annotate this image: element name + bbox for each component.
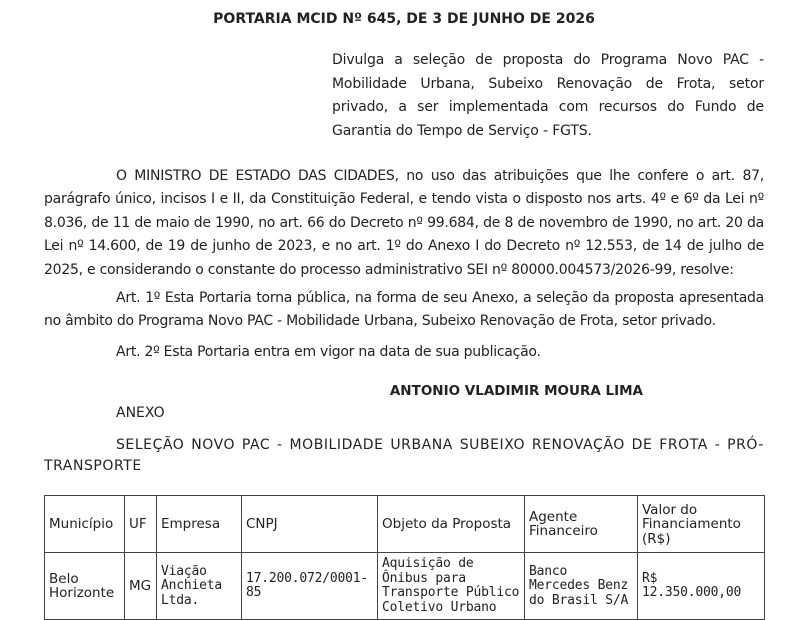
article-1: Art. 1º Esta Portaria torna pública, na forma de seu Anexo, a seleção da proposta apresentada no âmbito do Programa Novo PAC - Mobilidade Urbana, Subeixo Renovação de Frota, setor privado. — [44, 290, 764, 330]
annex-label: ANEXO — [116, 405, 165, 422]
header-cnpj: CNPJ — [242, 496, 378, 553]
header-municipio: Município — [45, 496, 125, 553]
signatory-name: ANTONIO VLADIMIR MOURA LIMA — [389, 383, 643, 400]
document-title: PORTARIA MCID Nº 645, DE 3 DE JUNHO DE 2026 — [213, 11, 595, 27]
annex-title: SELEÇÃO NOVO PAC - MOBILIDADE URBANA SUBEIXO RENOVAÇÃO DE FROTA - PRÓ-TRANSPORTE — [44, 437, 764, 475]
article-2: Art. 2º Esta Portaria entra em vigor na data de sua publicação. — [116, 343, 541, 360]
cell-valor: R$ 12.350.000,00 — [638, 553, 765, 620]
cell-empresa: Viação Anchieta Ltda. — [157, 553, 242, 620]
ementa: Divulga a seleção de proposta do Programa Novo PAC - Mobilidade Urbana, Subeixo Renovação de Frota, setor privado, a ser implementada com recursos do Fundo de Garantia do Tempo de Serviço - FGTS. — [332, 52, 764, 139]
selection-table — [44, 495, 765, 620]
header-uf: UF — [125, 496, 157, 553]
table-header-row — [45, 496, 765, 553]
preamble-paragraph: O MINISTRO DE ESTADO DAS CIDADES, no uso das atribuições que lhe confere o art. 87, parágrafo único, incisos I e II, da Constituição Federal, e tendo vista o disposto nos arts. 4º e 6º da Lei nº 8.036, de 11 de maio de 1990, no art. 66 do Decreto nº 99.684, de 8 de novembro de 1990, no art. 20 da Lei nº 14.600, de 19 de junho de 2023, e no art. 1º do Anexo I do Decreto nº 12.553, de 14 de julho de 2025, e considerando o constante do processo administrativo SEI nº 80000.004573/2026-99, resolve: — [44, 168, 764, 278]
header-agente: Agente Financeiro — [525, 496, 638, 553]
cell-agente: Banco Mercedes Benz do Brasil S/A — [525, 553, 638, 620]
document-page — [44, 0, 764, 620]
cell-municipio: Belo Horizonte — [45, 553, 125, 620]
cell-cnpj: 17.200.072/0001-85 — [242, 553, 378, 620]
cell-objeto: Aquisição de Ônibus para Transporte Público Coletivo Urbano — [378, 553, 525, 620]
header-valor: Valor do Financiamento (R$) — [638, 496, 765, 553]
cell-uf: MG — [125, 553, 157, 620]
header-objeto: Objeto da Proposta — [378, 496, 525, 553]
header-empresa: Empresa — [157, 496, 242, 553]
